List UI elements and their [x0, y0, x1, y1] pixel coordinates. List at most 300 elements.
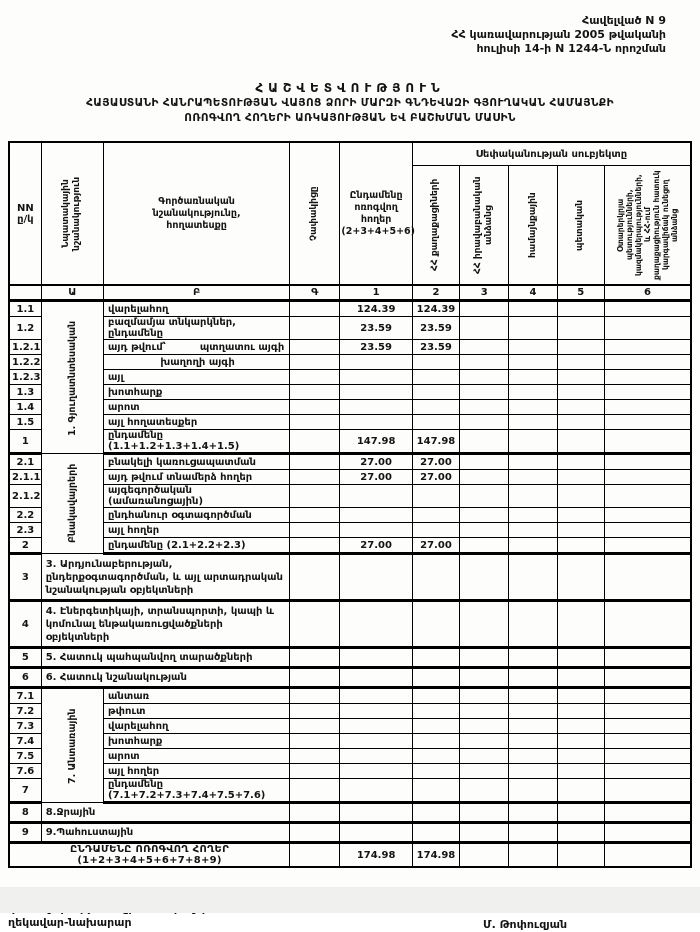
unit-cell [290, 803, 340, 823]
total-irrigated-cell [340, 355, 412, 370]
citizens-value-cell [412, 823, 459, 843]
legal-entities-value-cell [460, 823, 509, 843]
state-value-cell [557, 704, 604, 719]
state-value-cell [557, 340, 604, 355]
land-type-cell: վարելահող [104, 719, 290, 734]
citizens-value-cell: 27.00 [412, 454, 459, 470]
unit-cell [290, 415, 340, 430]
land-type-cell: այլ հողատեսքեր [104, 415, 290, 430]
state-value-cell [557, 719, 604, 734]
table-row [9, 370, 691, 385]
total-irrigated-cell [340, 823, 412, 843]
community-value-cell [509, 485, 557, 508]
foreign-value-cell [604, 317, 691, 340]
col-header-nn-label: NN ը/կ [16, 202, 34, 225]
table-row [9, 301, 691, 317]
land-type-cell: բնակելի կառուցապատման [104, 454, 290, 470]
community-value-cell [509, 688, 557, 704]
state-value-cell [557, 538, 604, 554]
table-row [9, 704, 691, 719]
row-number-cell: 2.1 [9, 454, 41, 470]
legal-entities-value-cell [460, 470, 509, 485]
row-number-cell: 5 [9, 648, 41, 668]
state-value-cell [557, 554, 604, 601]
legal-entities-value-cell [460, 355, 509, 370]
col-header-state-label: պետական [575, 199, 586, 251]
grand-total-irrigated-cell: 174.98 [340, 843, 412, 868]
legal-entities-value-cell [460, 601, 509, 648]
community-value-cell [509, 843, 557, 868]
unit-cell [290, 470, 340, 485]
legal-entities-value-cell [460, 523, 509, 538]
table-row [9, 719, 691, 734]
citizens-value-cell [412, 779, 459, 803]
signatory-name: Մ. Թոփուզյան [483, 918, 568, 931]
grand-total-label: ԸՆԴԱՄԵՆԸ ՈՌՈԳՎՈՂ ՀՈՂԵՐ (1+2+3+4+5+6+7+8+9) [9, 843, 290, 868]
table-row [9, 340, 691, 355]
row-number-cell: 1.1 [9, 301, 41, 317]
row-number-cell: 8 [9, 803, 41, 823]
community-value-cell [509, 779, 557, 803]
row-number-cell: 2 [9, 538, 41, 554]
community-value-cell [509, 400, 557, 415]
col-header-legal-entities [460, 166, 509, 286]
state-value-cell [557, 779, 604, 803]
state-value-cell [557, 749, 604, 764]
total-irrigated-cell [340, 601, 412, 648]
citizens-value-cell: 147.98 [412, 430, 459, 454]
legal-entities-value-cell [460, 704, 509, 719]
land-type-cell: այլ [104, 370, 290, 385]
col-header-functional-label: Գործառնական նշանակությունը, հողատեսքը [152, 195, 241, 231]
total-irrigated-cell: 124.39 [340, 301, 412, 317]
table-row [9, 688, 691, 704]
community-value-cell [509, 803, 557, 823]
foreign-value-cell [604, 764, 691, 779]
citizens-value-cell [412, 370, 459, 385]
table-row [9, 454, 691, 470]
citizens-value-cell [412, 355, 459, 370]
citizens-value-cell [412, 523, 459, 538]
total-irrigated-cell [340, 719, 412, 734]
state-value-cell [557, 843, 604, 868]
legal-entities-value-cell [460, 400, 509, 415]
legal-entities-value-cell [460, 843, 509, 868]
legal-entities-value-cell [460, 688, 509, 704]
group-label-cell [41, 301, 103, 454]
col-header-purpose [41, 142, 103, 285]
state-value-cell [557, 688, 604, 704]
citizens-value-cell [412, 415, 459, 430]
row-number-cell: 7.1 [9, 688, 41, 704]
legal-entities-value-cell [460, 749, 509, 764]
foreign-value-cell [604, 648, 691, 668]
foreign-value-cell [604, 508, 691, 523]
total-irrigated-cell: 27.00 [340, 470, 412, 485]
foreign-value-cell [604, 734, 691, 749]
citizens-value-cell [412, 554, 459, 601]
legal-entities-value-cell [460, 764, 509, 779]
letter-cell: 4 [509, 285, 557, 301]
foreign-value-cell [604, 470, 691, 485]
land-type-cell: 9.Պահուստային [41, 823, 289, 843]
row-number-cell: 1.3 [9, 385, 41, 400]
legal-entities-value-cell [460, 385, 509, 400]
table-row [9, 668, 691, 688]
row-number-cell: 1.4 [9, 400, 41, 415]
land-type-cell: բազմամյա տնկարկներ, ընդամենը [104, 317, 290, 340]
legal-entities-value-cell [460, 803, 509, 823]
land-type-cell: արոտ [104, 749, 290, 764]
state-value-cell [557, 668, 604, 688]
land-type-cell: այդ թվում՝ պտղատու այգի [104, 340, 290, 355]
unit-cell [290, 355, 340, 370]
foreign-value-cell [604, 554, 691, 601]
state-value-cell [557, 430, 604, 454]
letter-cell: 1 [340, 285, 412, 301]
document-title [0, 80, 700, 126]
table-row [9, 648, 691, 668]
community-value-cell [509, 385, 557, 400]
foreign-value-cell [604, 301, 691, 317]
total-irrigated-cell [340, 749, 412, 764]
total-irrigated-cell [340, 385, 412, 400]
table-row [9, 523, 691, 538]
letter-cell [9, 285, 41, 301]
col-header-foreign [604, 166, 691, 286]
row-number-cell: 1.2.3 [9, 370, 41, 385]
letter-cell: Բ [104, 285, 290, 301]
row-number-cell: 9 [9, 823, 41, 843]
signatory-title: ղեկավար-նախարար [8, 916, 132, 929]
title-word: ՀԱՇՎԵՏՎՈՒԹՅՈՒՆ [255, 81, 445, 95]
state-value-cell [557, 803, 604, 823]
foreign-value-cell [604, 454, 691, 470]
citizens-value-cell [412, 508, 459, 523]
table-row [9, 601, 691, 648]
unit-cell [290, 538, 340, 554]
citizens-value-cell: 124.39 [412, 301, 459, 317]
col-header-community-label: համայնքային [527, 192, 538, 258]
unit-cell [290, 734, 340, 749]
col-header-citizens [412, 166, 459, 286]
unit-cell [290, 400, 340, 415]
citizens-value-cell [412, 601, 459, 648]
citizens-value-cell [412, 734, 459, 749]
table-row [9, 355, 691, 370]
land-type-cell: այդ թվում տնամերձ հողեր [104, 470, 290, 485]
row-number-cell: 7.4 [9, 734, 41, 749]
citizens-value-cell [412, 400, 459, 415]
col-header-foreign-label: Օտարերկրյա պետությունների, կազմակերպությունների, և ՀՀ-ում քաղաքացիություն հատուկ կարգավիճակ ունեցող անձանց [615, 170, 679, 280]
legal-entities-value-cell [460, 454, 509, 470]
row-number-cell: 1.2 [9, 317, 41, 340]
legal-entities-value-cell [460, 648, 509, 668]
total-irrigated-cell: 23.59 [340, 317, 412, 340]
land-type-cell: 5. Հատուկ պահպանվող տարածքների [41, 648, 289, 668]
appendix-line-2: ՀՀ կառավարության 2005 թվականի [451, 28, 666, 41]
row-number-cell: 4 [9, 601, 41, 648]
community-value-cell [509, 704, 557, 719]
row-number-cell: 2.1.2 [9, 485, 41, 508]
unit-cell [290, 823, 340, 843]
total-irrigated-cell: 23.59 [340, 340, 412, 355]
state-value-cell [557, 301, 604, 317]
unit-cell [290, 508, 340, 523]
total-irrigated-cell [340, 523, 412, 538]
col-header-ownership-band: Սեփականության սուբյեկտը [412, 142, 691, 166]
unit-cell [290, 843, 340, 868]
citizens-value-cell [412, 749, 459, 764]
table-row [9, 400, 691, 415]
community-value-cell [509, 668, 557, 688]
foreign-value-cell [604, 400, 691, 415]
land-type-cell: ընդամենը (1.1+1.2+1.3+1.4+1.5) [104, 430, 290, 454]
col-header-citizens-label: ՀՀ քաղաքացիների [430, 178, 441, 272]
land-type-cell: 3. Արդյունաբերության, ընդերքօգտագործման, և այլ արտադրական նշանակության օբյեկտների [41, 554, 289, 601]
land-type-cell: անտառ [104, 688, 290, 704]
foreign-value-cell [604, 430, 691, 454]
total-irrigated-cell: 27.00 [340, 454, 412, 470]
community-value-cell [509, 764, 557, 779]
row-number-cell: 2.1.1 [9, 470, 41, 485]
unit-cell [290, 648, 340, 668]
state-value-cell [557, 385, 604, 400]
col-header-functional [104, 142, 290, 285]
total-irrigated-cell [340, 764, 412, 779]
land-type-cell: ընդամենը (7.1+7.2+7.3+7.4+7.5+7.6) [104, 779, 290, 803]
table-row [9, 317, 691, 340]
state-value-cell [557, 648, 604, 668]
row-number-cell: 1.5 [9, 415, 41, 430]
foreign-value-cell [604, 523, 691, 538]
appendix-line-1: Հավելված N 9 [582, 14, 666, 27]
state-value-cell [557, 454, 604, 470]
state-value-cell [557, 823, 604, 843]
table-row [9, 508, 691, 523]
appendix-header [0, 0, 700, 56]
foreign-value-cell [604, 340, 691, 355]
row-number-cell: 1 [9, 430, 41, 454]
table-row [9, 470, 691, 485]
group-label-cell [41, 454, 103, 554]
community-value-cell [509, 430, 557, 454]
row-number-cell: 2.2 [9, 508, 41, 523]
citizens-value-cell [412, 385, 459, 400]
unit-cell [290, 370, 340, 385]
legal-entities-value-cell [460, 370, 509, 385]
state-value-cell [557, 415, 604, 430]
title-line-2: ՀԱՅԱՍՏԱՆԻ ՀԱՆՐԱՊԵՏՈՒԹՅԱՆ ՎԱՅՈՑ ՁՈՐԻ ՄԱՐԶԻ ԳՆԴԵՎԱԶԻ ԳՅՈՒՂԱԿԱՆ ՀԱՄԱՅՆՔԻ [86, 97, 614, 109]
total-irrigated-cell [340, 688, 412, 704]
community-value-cell [509, 355, 557, 370]
total-irrigated-cell [340, 415, 412, 430]
foreign-value-cell [604, 415, 691, 430]
community-value-cell [509, 538, 557, 554]
group-label: Բնակավայրերի [66, 463, 78, 543]
community-value-cell [509, 415, 557, 430]
unit-cell [290, 688, 340, 704]
group-label-cell [41, 688, 103, 803]
community-value-cell [509, 523, 557, 538]
col-header-total-irrigated [340, 142, 415, 285]
community-value-cell [509, 601, 557, 648]
table-row [9, 779, 691, 803]
col-header-unit-label: Չափակիցը [309, 186, 320, 241]
citizens-value-cell [412, 719, 459, 734]
table-row [9, 749, 691, 764]
land-type-cell: վարելահող [104, 301, 290, 317]
total-irrigated-cell [340, 779, 412, 803]
group-label: 7. Անտառային [66, 707, 78, 784]
legal-entities-value-cell [460, 340, 509, 355]
foreign-value-cell [604, 719, 691, 734]
col-header-total-label: Ընդամենը ոռոգվող հողեր (2+3+4+5+6) [341, 189, 415, 237]
community-value-cell [509, 648, 557, 668]
state-value-cell [557, 734, 604, 749]
letter-cell: Ա [41, 285, 103, 301]
unit-cell [290, 385, 340, 400]
letter-cell: 3 [460, 285, 509, 301]
table-row [9, 803, 691, 823]
citizens-value-cell [412, 803, 459, 823]
foreign-value-cell [604, 823, 691, 843]
land-type-cell: 4. Էներգետիկայի, տրանսպորտի, կապի և կոմունալ ենթակառուցվածքների օբյեկտների [41, 601, 289, 648]
unit-cell [290, 601, 340, 648]
community-value-cell [509, 508, 557, 523]
grand-total-row [9, 843, 691, 868]
total-irrigated-cell [340, 668, 412, 688]
legal-entities-value-cell [460, 734, 509, 749]
total-irrigated-cell [340, 734, 412, 749]
land-type-cell: խոտհարք [104, 734, 290, 749]
state-value-cell [557, 485, 604, 508]
community-value-cell [509, 719, 557, 734]
legal-entities-value-cell [460, 485, 509, 508]
land-type-cell: 6. Հատուկ նշանակության [41, 668, 289, 688]
header-row-top [9, 142, 691, 166]
unit-cell [290, 485, 340, 508]
table-row [9, 485, 691, 508]
land-type-cell: խոտհարք [104, 385, 290, 400]
unit-cell [290, 523, 340, 538]
table-row [9, 385, 691, 400]
state-value-cell [557, 400, 604, 415]
land-type-cell: ընդհանուր օգտագործման [104, 508, 290, 523]
community-value-cell [509, 734, 557, 749]
unit-cell [290, 340, 340, 355]
foreign-value-cell [604, 668, 691, 688]
row-number-cell: 6 [9, 668, 41, 688]
legal-entities-value-cell [460, 554, 509, 601]
community-value-cell [509, 823, 557, 843]
total-irrigated-cell [340, 554, 412, 601]
page-bottom-margin [0, 887, 700, 913]
land-type-cell: այլ հողեր [104, 523, 290, 538]
unit-cell [290, 764, 340, 779]
citizens-value-cell: 23.59 [412, 340, 459, 355]
letter-cell: 6 [604, 285, 691, 301]
total-irrigated-cell: 147.98 [340, 430, 412, 454]
land-type-cell: արոտ [104, 400, 290, 415]
community-value-cell [509, 554, 557, 601]
col-header-nn [9, 142, 41, 285]
land-type-cell: այգեգործական (ամառանոցային) [104, 485, 290, 508]
citizens-value-cell [412, 688, 459, 704]
community-value-cell [509, 749, 557, 764]
unit-cell [290, 704, 340, 719]
title-line-3: ՈՌՈԳՎՈՂ ՀՈՂԵՐԻ ԱՌԿԱՅՈՒԹՅԱՆ ԵՎ ԲԱՇԽՄԱՆ ՄԱՍԻՆ [184, 112, 516, 124]
col-header-community [509, 166, 557, 286]
legal-entities-value-cell [460, 430, 509, 454]
foreign-value-cell [604, 385, 691, 400]
total-irrigated-cell [340, 400, 412, 415]
letter-cell: 2 [412, 285, 459, 301]
state-value-cell [557, 508, 604, 523]
legal-entities-value-cell [460, 317, 509, 340]
column-letter-row [9, 285, 691, 301]
citizens-value-cell: 27.00 [412, 538, 459, 554]
state-value-cell [557, 317, 604, 340]
citizens-value-cell [412, 668, 459, 688]
state-value-cell [557, 355, 604, 370]
unit-cell [290, 454, 340, 470]
legal-entities-value-cell [460, 415, 509, 430]
unit-cell [290, 779, 340, 803]
citizens-value-cell: 23.59 [412, 317, 459, 340]
foreign-value-cell [604, 370, 691, 385]
row-number-cell: 7.3 [9, 719, 41, 734]
total-irrigated-cell: 27.00 [340, 538, 412, 554]
foreign-value-cell [604, 538, 691, 554]
foreign-value-cell [604, 601, 691, 648]
community-value-cell [509, 340, 557, 355]
table-row [9, 554, 691, 601]
land-type-cell: խաղողի այգի [104, 355, 290, 370]
total-irrigated-cell [340, 370, 412, 385]
total-irrigated-cell [340, 485, 412, 508]
row-number-cell: 7.6 [9, 764, 41, 779]
land-type-cell: 8.Ջրային [41, 803, 289, 823]
citizens-value-cell: 27.00 [412, 470, 459, 485]
col-header-state [557, 166, 604, 286]
foreign-value-cell [604, 688, 691, 704]
citizens-value-cell [412, 704, 459, 719]
citizens-value-cell [412, 485, 459, 508]
legal-entities-value-cell [460, 779, 509, 803]
community-value-cell [509, 454, 557, 470]
appendix-line-3: հուլիսի 14-ի N 1244-Ն որոշման [476, 42, 666, 55]
legal-entities-value-cell [460, 301, 509, 317]
group-label: 1. Գյուղատնտեսական [66, 319, 78, 436]
irrigated-lands-table [8, 141, 692, 868]
col-header-unit [290, 142, 340, 285]
total-irrigated-cell [340, 803, 412, 823]
foreign-value-cell [604, 355, 691, 370]
state-value-cell [557, 470, 604, 485]
total-irrigated-cell [340, 648, 412, 668]
row-number-cell: 1.2.2 [9, 355, 41, 370]
grand-total-citizens-cell: 174.98 [412, 843, 459, 868]
total-irrigated-cell [340, 704, 412, 719]
land-type-cell: ընդամենը (2.1+2.2+2.3) [104, 538, 290, 554]
col-header-purpose-label: Նպատակային նշանակություն [61, 176, 83, 251]
unit-cell [290, 719, 340, 734]
state-value-cell [557, 523, 604, 538]
land-type-cell: այլ հողեր [104, 764, 290, 779]
table-row [9, 415, 691, 430]
row-number-cell: 7.2 [9, 704, 41, 719]
